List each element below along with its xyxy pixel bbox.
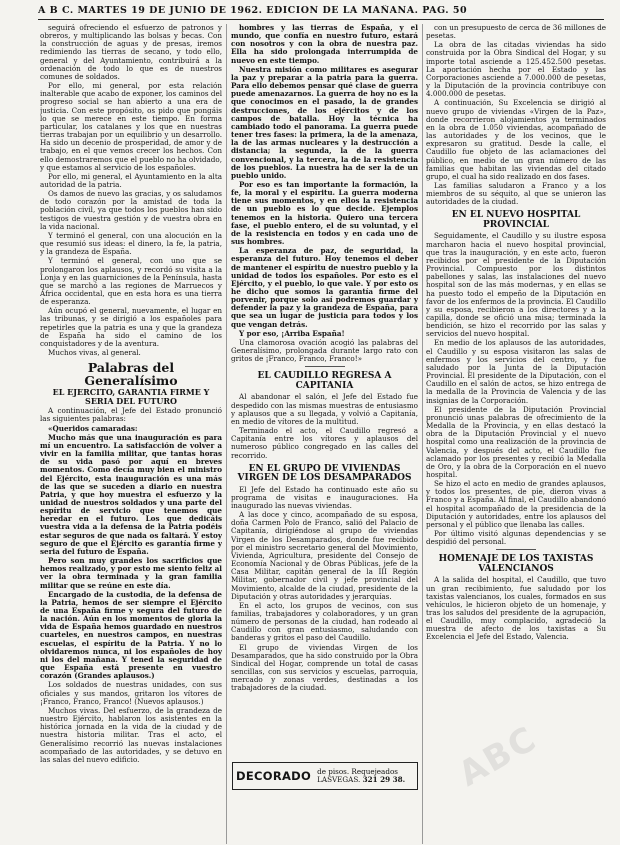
section-subtitle: EL EJERCITO, GARANTIA FIRME Y SERIA DEL FUTURO xyxy=(52,387,210,406)
paragraph: Y por eso, ¡Arriba España! xyxy=(239,328,345,338)
paragraph: El grupo de viviendas Virgen de los Desamparados, que ha sido construido por la Obra Sindical del Hogar, comprende un total de casas sencillas, con sus servicios y escuelas, parroquia, mercado y zonas verdes, destinadas a los trabajadores de la ciudad. xyxy=(231,642,418,693)
ad-phone: 321 29 38. xyxy=(362,775,406,784)
paragraph: Al abandonar el salón, el Jefe del Estado fue despedido con las mismas muestras de entusiasmo y aplausos que a su llegada, y volvió a Capitanía, en medio de vítores de la multitud. xyxy=(231,392,418,426)
paragraph: A la salida del hospital, el Caudillo, que tuvo un gran recibimiento, fue saludado por los taxistas valencianos, los cuales, formados en sus vehículos, le hicieron objeto de un homenaje, y tras los saludos del presidente de la agrupación, el Caudillo, muy complacido, agradeció la muestra de afecto de los taxistas a Su Excelencia el Jefe del Estado, Valencia. xyxy=(426,575,606,642)
column-2 xyxy=(231,24,418,758)
ad-line xyxy=(317,776,405,785)
ad-line: de pisos. Requejeados xyxy=(317,766,398,776)
paragraph: Os damos de nuevo las gracias, y os saludamos de todo corazón por la amistad de toda la población civil, ya que todos los pueblos han sido testigos de vuestra gestión y de vuestra obra en la vida nacional. xyxy=(40,189,222,231)
column-divider-2 xyxy=(422,24,423,844)
paragraph: Encargado de la custodia, de la defensa de la Patria, hemos de ser siempre el Ejército de una España firme y segura del futuro de la nación. Aún en los momentos de gloria la vida de España hemos guardado en nuestros cuarteles, en nuestros campos, en nuestras escuelas, el espíritu de la Patria. Y no lo olvidaremos nunca, ni los españoles de hoy ni los del mañana. Y tened la seguridad de que España está presente en vuestro corazón (Grandes aplausos.) xyxy=(40,589,222,681)
paragraph: El presidente de la Diputación Provincial pronunció unas palabras de ofrecimiento de la Medalla de la Provincia, y en ellas destacó la obra de la Diputación Provincial y el nuevo hospital como una realización de la provincia de Valencia, y después del acto, el Caudillo fue aclamado por los presentes y recibió la Medalla de Oro, y la obra de la Corporación en el nuevo hospital. xyxy=(426,404,606,479)
section-title: HOMENAJE DE LOS TAXISTAS VALENCIANOS xyxy=(438,554,594,574)
column-3 xyxy=(426,24,606,844)
paragraph: A continuación, Su Excelencia se dirigió al nuevo grupo de viviendas «Virgen de la Paz», donde recorrieron alojamientos ya terminados en la obra de 1.050 viviendas, acompañado de las autoridades y de los vecinos, que le expresaron su gratitud. Desde la calle, el Caudillo fue objeto de las aclamaciones del público, en medio de un gran número de las familias que habitan las viviendas del citado grupo, el cual ha sido realizado en dos fases. xyxy=(426,98,606,181)
paragraph: En el acto, los grupos de vecinos, con sus familias, trabajadores y colaboradores, y un gran número de personas de la ciudad, han rodeado al Caudillo con gran entusiasmo, saludando con banderas y gritos el paso del Caudillo. xyxy=(231,600,418,643)
section-title: EN EL NUEVO HOSPITAL PROVINCIAL xyxy=(451,210,581,230)
paragraph: Aún ocupó el general, nuevamente, el lugar en las tribunas, y se dirigió a los españoles para repetirles que la patria es una y que la grandeza de España ha sido el camino de los conquistadores y de la aventura. xyxy=(40,306,222,348)
paragraph: Por último visitó algunas dependencias y se despidió del personal. xyxy=(426,529,606,547)
paragraph: Y terminó el general, con uno que se prolongaron los aplausos, y recordó su visita a la Lonja y en las guarniciones de la Península, hasta que se marchó a las regiones de Marruecos y África occidental, que en esta hora es una tierra de esperanza. xyxy=(40,256,222,307)
section-title: EL CAUDILLO REGRESA A CAPITANIA xyxy=(257,371,392,391)
ad-name: DECORADO xyxy=(236,769,312,783)
paragraph: Las familias saludaron a Franco y a los miembros de su séquito, al que se unieron las autoridades de la ciudad. xyxy=(426,180,606,207)
paragraph: «Queridos camaradas: xyxy=(48,423,138,433)
paragraph: Mucho más que una inauguración es para mí un encuentro. La satisfacción de volver a vivir en la familia militar, que tantas horas de su vida pasó por aquí en breves momentos. Como decía muy bien el ministro del Ejército, esta inauguración es una más de las que se suceden a diario en nuestra Patria, y que hoy muestra el esfuerzo y la unidad de nuestros soldados y una parte del espíritu de servicio que tenemos que heredar en el futuro. Los que dedicáis vuestra vida a la defensa de la Patria podéis estar seguros de que nada os faltará. Y estoy seguro de que el Ejército es garantía firme y seria del futuro de España. xyxy=(40,432,222,556)
watermark: ABC xyxy=(452,718,545,795)
paragraph: Una clamorosa ovación acogió las palabras del Generalísimo, prolongada durante largo rato con gritos de ¡Franco, Franco, Franco!» xyxy=(231,337,418,364)
paragraph: Nuestra misión como militares es asegurar la paz y preparar a la patria para la guerra. Para ello debemos pensar qué clase de guerra puede amenazarnos. La guerra de hoy no es la que conocimos en el pasado, la de grandes destrucciones, de los ejércitos y de los campos de batalla. Hoy la técnica ha cambiado todo el panorama. La guerra puede tener tres fases: la primera, la de la amenaza, la de las armas nucleares y la destrucción a distancia; la segunda, la de la guerra convencional, y la tercera, la de la resistencia de los pueblos. La nuestra ha de ser la de un pueblo unido. xyxy=(231,64,418,180)
separator xyxy=(496,549,536,550)
paragraph: Pero son muy grandes los sacrificios que hemos realizado, y por esto me siento feliz al ver la obra terminada y la gran familia militar que se reúne en este día. xyxy=(40,556,222,590)
paragraph: seguirá ofreciendo el esfuerzo de patronos y obreros, y multiplicando las bolsas y becas. Con la construcción de aguas y de presas, iremos redimiendo las tierras de secano, y todo ello, general y del Ayuntamiento, contribuirá a la ordenación de todo lo que es de nuestros comunes de soldados. xyxy=(40,24,222,81)
paragraph: Por ello, mi general, el Ayuntamiento en la alta autoridad de la patria. xyxy=(40,171,222,189)
paragraph: Muchos vivas, al general. xyxy=(48,348,141,358)
paragraph: con un presupuesto de cerca de 36 millones de pesetas. xyxy=(426,24,606,41)
paragraph: Por ello, mi general, por esta relación inalterable que acabo de exponer, los caminos del progreso social se han abierto a una era de justicia. Con este propósito, os pido que pongáis lo que se merece en este tiempo. En forma particular, los catalanes y los que en nuestras tierras trabajan por un equilibrio y un desarrollo. Ha sido un decenio de prosperidad, de amor y de trabajo, en el que vemos crecer los hechos. Con ello demostraremos que el pueblo no ha olvidado, y que estamos al servicio de los españoles. xyxy=(40,81,222,172)
paragraph: Los soldados de nuestras unidades, con sus oficiales y sus mandos, gritaron los vítores de ¡Franco, Franco, Franco! (Nuevos aplausos.) xyxy=(40,680,222,706)
paragraph: El Jefe del Estado ha continuado este año su programa de visitas e inauguraciones. Ha inaugurado las nuevas viviendas. xyxy=(231,484,418,510)
paragraph: hombres y las tierras de España, y el mundo, que confía en nuestro futuro, estará con nosotros y con la obra de nuestra paz. Ella ha sido prolongada interrumpida de nuevo en este tiempo. xyxy=(231,24,418,65)
paragraph: La obra de las citadas viviendas ha sido construida por la Obra Sindical del Hogar, y su importe total asciende a 125.452.500 pesetas. La aportación hecha por el Estado y las Corporaciones asciende a 7.000.000 de pesetas, y la Diputación de la provincia contribuye con 4.000.000 de pesetas. xyxy=(426,40,606,99)
paragraph: Por eso es tan importante la formación, la fe, la moral y el espíritu. La guerra moderna tiene sus momentos, y en ellos la resistencia de un pueblo es lo que decide. Ejemplos tenemos en la historia. Quiero una tercera fase, el pueblo entero, el de su voluntad, y el de la resistencia en todos y en cada uno de sus hombres. xyxy=(231,179,418,247)
paragraph: Se hizo el acto en medio de grandes aplausos, y todos los presentes, de pie, dieron vivas a Franco y a España. Al final, el Caudillo abandonó el hospital acompañado de la presidencia de la Diputación y autoridades, entre los aplausos del personal y el público que llenaba las calles. xyxy=(426,479,606,529)
paragraph: Seguidamente, el Caudillo y su ilustre esposa marcharon hacia el nuevo hospital provincial, que tras la inauguración, y en este acto, fueron recibidos por el presidente de la Diputación Provincial. Compuesto por los distintos pabellones y salas, las instalaciones del nuevo hospital son de las más modernas, y en ellas se ha puesto todo el empeño de la Diputación en favor de los enfermos de la provincia. El Caudillo y su esposa, recibieron a los directores y a la capilla, donde se ofició una misa; terminada la bendición, se hizo el recorrido por las salas y servicios del nuevo hospital. xyxy=(426,231,606,339)
paragraph: Y terminó el general, con una alocución en la que resumió sus ideas: el dinero, la fe, la patria, y la grandeza de España. xyxy=(40,230,222,257)
page-header: A B C. MARTES 19 DE JUNIO DE 1962. EDICION DE LA MAÑANA. PAG. 50 xyxy=(38,5,468,16)
ad-company: LASVEGAS. xyxy=(317,775,361,784)
header-rule xyxy=(38,19,604,20)
classified-ad xyxy=(232,762,418,790)
section-title: EN EL GRUPO DE VIVIENDAS VIRGEN DE LOS DESAMPARADOS xyxy=(237,463,412,484)
separator xyxy=(305,366,345,367)
column-divider-1 xyxy=(226,24,227,844)
section-title: Palabras del Generalísimo xyxy=(84,360,178,389)
paragraph: Terminado el acto, el Caudillo regresó a Capitanía entre los vítores y aplausos del numeroso público congregado en las calles del recorrido. xyxy=(231,426,418,460)
ad-details xyxy=(317,768,405,785)
column-1 xyxy=(40,24,222,844)
paragraph: A las doce y cinco, acompañado de su esposa, doña Carmen Polo de Franco, salió del Palacio de Capitanía, dirigiéndose al grupo de viviendas Virgen de los Desamparados, donde fue recibido por el ministro secretario general del Movimiento, Vivienda, Agricultura, presidente del Consejo de Economía Nacional y de Obras Públicas, jefe de la Casa Militar, capitán general de la III Región Militar, gobernador civil y jefe provincial del Movimiento, alcalde de la ciudad, presidente de la Diputación y otras autoridades y jerarquías. xyxy=(231,510,418,601)
paragraph: La esperanza de paz, de seguridad, la esperanza del futuro. Hoy tenemos el deber de mantener el espíritu de nuestro pueblo y la unidad de todos los españoles. Por esto es el Ejército, y el pueblo, lo que vale. Y por esto os he dicho que somos la garantía firme del porvenir, porque solo así podremos guardar y defender la paz y la grandeza de España, para que sea un lugar de justicia para todos y los que vengan detrás. xyxy=(231,246,418,329)
paragraph: En medio de los aplausos de las autoridades, el Caudillo y su esposa visitaron las salas de enfermos y los servicios del centro, y fue saludado por la Junta de la Diputación Provincial. El presidente de la Diputación, con el Caudillo en el salón de actos, se hizo entrega de la medalla de la Provincia de Valencia y de las insignias de la Corporación. xyxy=(426,338,606,405)
paragraph: A continuación, el Jefe del Estado pronunció las siguientes palabras: xyxy=(40,406,222,424)
paragraph: Muchos vivas. Del esfuerzo, de la grandeza de nuestro Ejército, hablaron los asistentes en la histórica jornada en la vida de la ciudad y de nuestra historia militar. Tras el acto, el Generalísimo recorrió las nuevas instalaciones acompañado de las autoridades, y se detuvo en las salas del nuevo edificio. xyxy=(40,705,222,764)
